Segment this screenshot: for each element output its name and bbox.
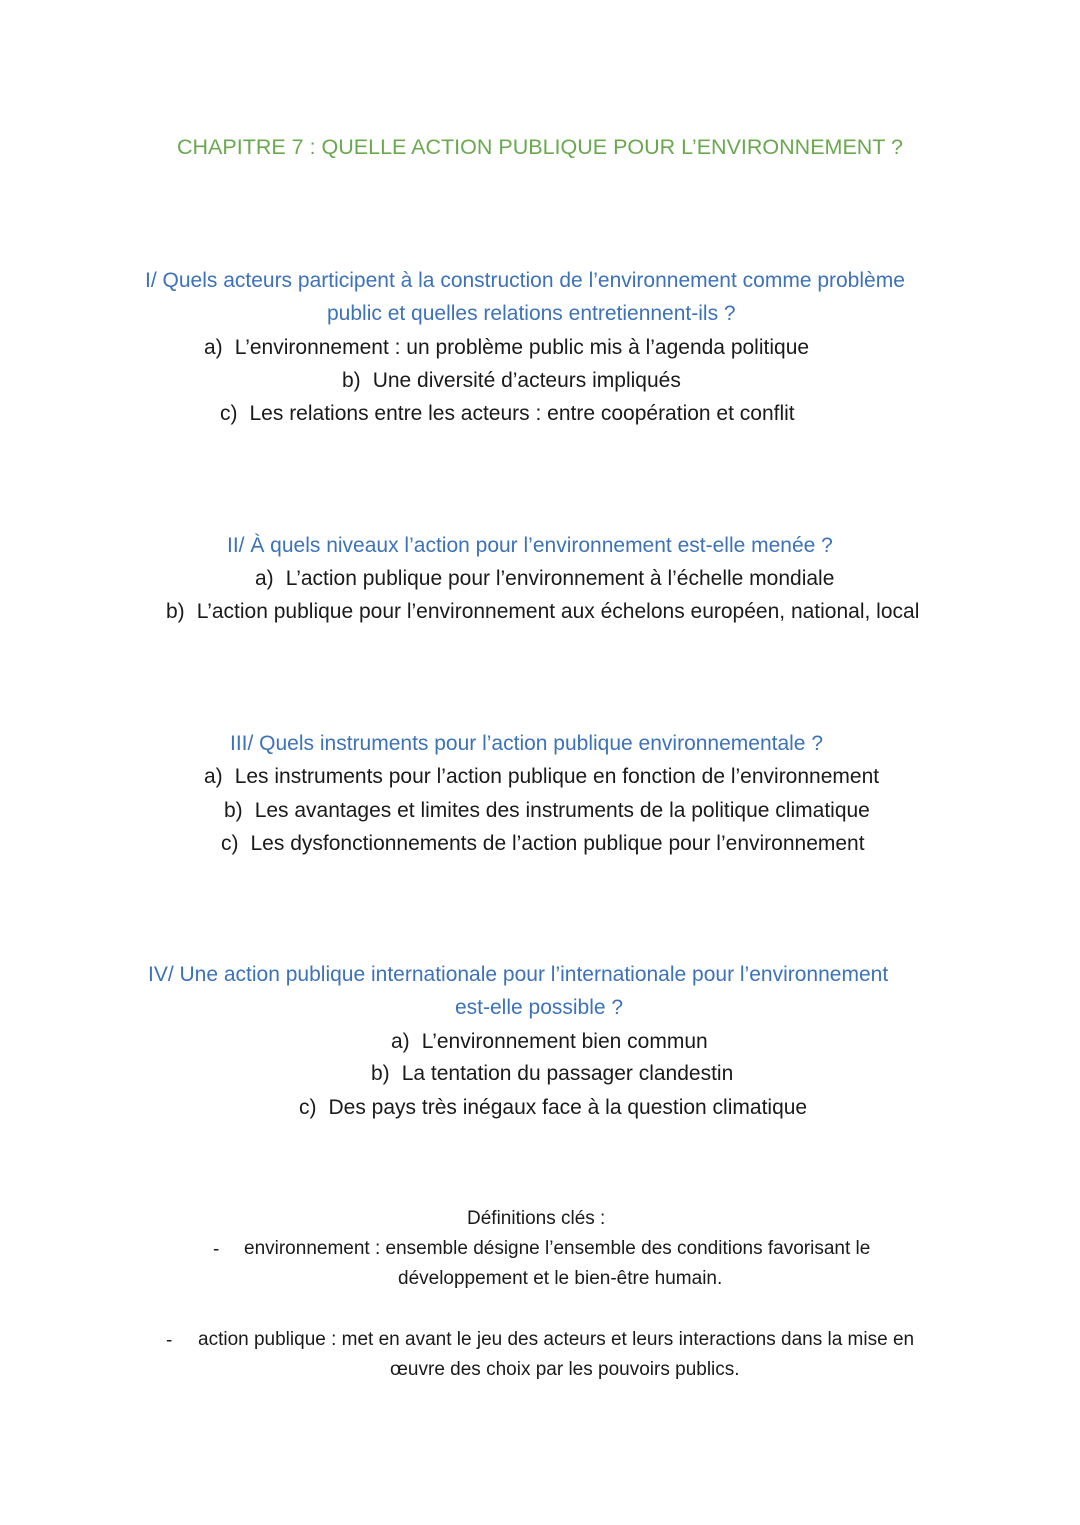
definition-bullet: - [213,1239,220,1260]
list-item-text: Les dysfonctionnements de l’action publique pour l’environnement [250,832,865,855]
list-marker: c) [221,832,239,855]
list-item-text: Des pays très inégaux face à la question climatique [328,1096,808,1119]
section-4-heading-line-1: IV/ Une action publique internationale pour l’internationale pour l’environnement [148,963,889,986]
definition-bullet: - [166,1330,173,1351]
list-item [371,1063,733,1084]
list-marker: a) [204,765,223,788]
list-item-text: La tentation du passager clandestin [401,1062,734,1085]
chapter-title: CHAPITRE 7 : QUELLE ACTION PUBLIQUE POUR L’ENVIRONNEMENT ? [176,135,903,159]
list-item [204,337,809,358]
definition-action-publique-line-1: action publique : met en avant le jeu des acteurs et leurs interactions dans la mise en [198,1329,915,1350]
list-item [166,601,919,622]
list-marker: b) [342,369,361,392]
list-marker: a) [204,336,223,359]
list-item [391,1031,708,1052]
definition-environnement-line-2: développement et le bien-être humain. [398,1268,723,1289]
section-1-heading-line-2: public et quelles relations entretiennent-ils ? [327,302,736,325]
list-item [342,370,681,391]
section-1-heading-line-1: I/ Quels acteurs participent à la construction de l’environnement comme problème [145,269,905,292]
list-item [224,800,870,821]
list-marker: b) [224,799,243,822]
definitions-heading: Définitions clés : [467,1208,606,1229]
list-item-text: Une diversité d’acteurs impliqués [372,369,681,392]
definition-action-publique-line-2: œuvre des choix par les pouvoirs publics. [390,1359,740,1380]
list-item-text: L’environnement bien commun [421,1030,708,1053]
section-2-heading: II/ À quels niveaux l’action pour l’environnement est-elle menée ? [227,534,833,557]
list-marker: b) [371,1062,390,1085]
list-marker: c) [220,402,238,425]
list-item [204,766,879,787]
list-marker: b) [166,600,185,623]
section-3-heading: III/ Quels instruments pour l’action publique environnementale ? [230,732,824,755]
list-item-text: Les relations entre les acteurs : entre coopération et conflit [249,402,795,425]
list-item [220,403,795,424]
list-marker: a) [391,1030,410,1053]
list-item [255,568,834,589]
list-item-text: Les instruments pour l’action publique en fonction de l’environnement [234,765,880,788]
list-item-text: L’action publique pour l’environnement aux échelons européen, national, local [196,600,920,623]
list-marker: c) [299,1096,317,1119]
list-item-text: Les avantages et limites des instruments de la politique climatique [254,799,870,822]
definition-environnement-line-1: environnement : ensemble désigne l’ensemble des conditions favorisant le [244,1238,871,1259]
list-item-text: L’action publique pour l’environnement à l’échelle mondiale [285,567,835,590]
list-marker: a) [255,567,274,590]
list-item [221,833,865,854]
list-item-text: L’environnement : un problème public mis à l’agenda politique [234,336,810,359]
section-4-heading-line-2: est-elle possible ? [455,996,624,1019]
list-item [299,1097,807,1118]
